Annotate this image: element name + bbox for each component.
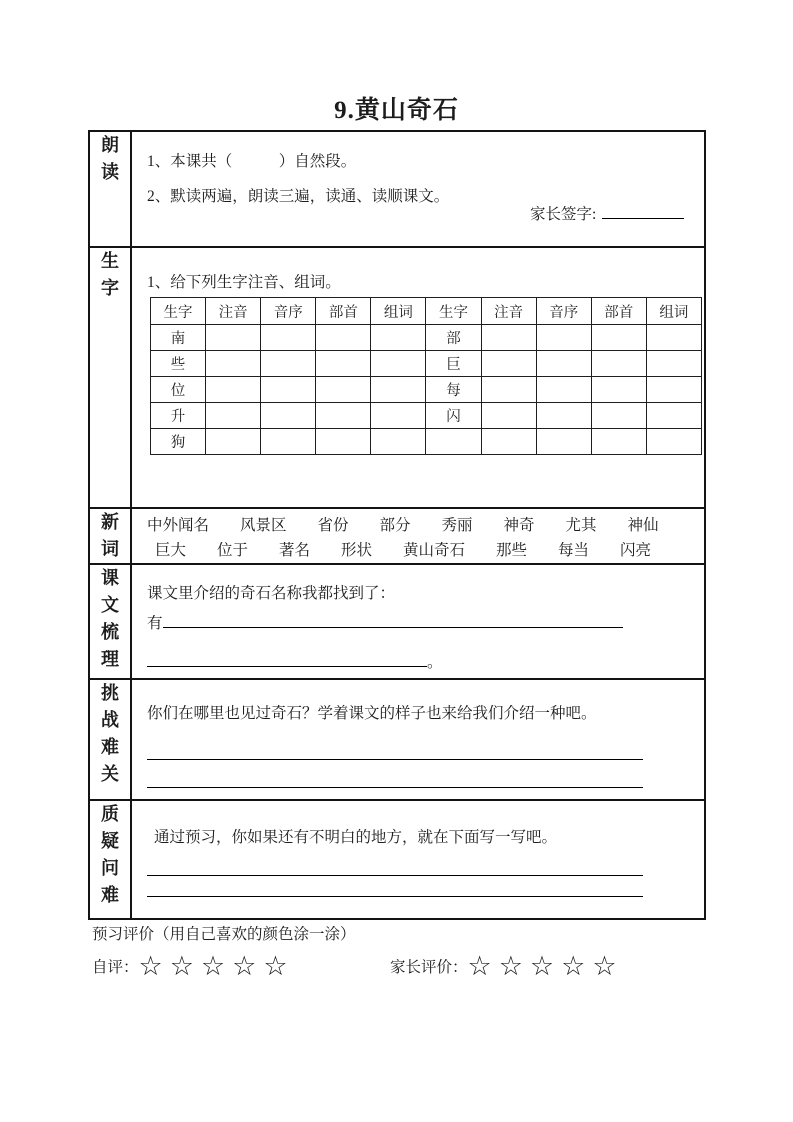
col-header: 组词	[371, 298, 426, 325]
section-label-shengzi	[89, 247, 131, 508]
parent-signature-blank	[602, 205, 684, 219]
section-label-xinci	[89, 508, 131, 564]
character-grid	[150, 297, 702, 455]
fill-in-blank	[147, 787, 643, 788]
shengzi-instruction: 1、给下列生字注音、组词。	[147, 274, 341, 291]
section-label-kewenshuli	[89, 564, 131, 679]
section-label-text: 新词	[101, 512, 119, 559]
grid-cell	[481, 429, 536, 455]
grid-cell	[316, 403, 371, 429]
section-row-tiaozhan	[89, 679, 705, 800]
grid-cell	[316, 429, 371, 455]
langdu-item-1: 1、本课共（ ）自然段。	[147, 153, 357, 170]
zhiyi-prompt: 通过预习，你如果还有不明白的地方，就在下面写一写吧。	[154, 829, 558, 846]
grid-cell	[536, 351, 591, 377]
char-cell: 闪	[426, 403, 481, 429]
section-label-text: 课文梳理	[101, 568, 119, 669]
char-cell: 狗	[151, 429, 206, 455]
grid-cell	[261, 429, 316, 455]
grid-cell	[206, 351, 261, 377]
section-row-kewenshuli	[89, 564, 705, 679]
fill-in-blank	[147, 759, 643, 760]
kewenshuli-answer-line-2	[147, 650, 696, 672]
grid-cell	[646, 351, 701, 377]
grid-cell	[371, 351, 426, 377]
fill-in-blank	[147, 896, 643, 897]
char-cell: 位	[151, 377, 206, 403]
grid-cell	[646, 377, 701, 403]
grid-cell	[206, 429, 261, 455]
word-list-line-2: 巨大 位于 著名 形状 黄山奇石 那些 每当 闪亮	[155, 542, 652, 559]
col-header: 部首	[316, 298, 371, 325]
self-rating-stars: ☆☆☆☆☆	[138, 951, 295, 981]
worksheet-table	[88, 130, 706, 920]
section-label-tiaozhan	[89, 679, 131, 800]
grid-cell	[481, 377, 536, 403]
section-content-kewenshuli	[131, 564, 705, 679]
parent-rating-stars: ☆☆☆☆☆	[467, 951, 624, 981]
kewenshuli-prompt: 课文里介绍的奇石名称我都找到了：	[147, 585, 396, 602]
col-header: 注音	[481, 298, 536, 325]
grid-cell	[646, 429, 701, 455]
character-grid-row	[151, 403, 702, 429]
parent-signature-label: 家长签字:	[530, 206, 597, 223]
section-content-zhiyi	[131, 800, 705, 919]
langdu-item-2: 2、默读两遍，朗读三遍，读通、读顺课文。	[147, 188, 450, 205]
tiaozhan-prompt: 你们在哪里也见过奇石？学着课文的样子也来给我们介绍一种吧。	[147, 705, 597, 722]
word-list-line-1: 中外闻名 风景区 省份 部分 秀丽 神奇 尤其 神仙	[147, 517, 659, 534]
grid-cell	[536, 377, 591, 403]
grid-cell	[536, 325, 591, 351]
col-header: 生字	[151, 298, 206, 325]
grid-cell	[646, 403, 701, 429]
character-grid-header	[151, 298, 702, 325]
evaluation-row	[92, 948, 712, 984]
section-label-text: 挑战难关	[101, 683, 119, 784]
section-label-zhiyi	[89, 800, 131, 919]
page-title: 9.黄山奇石	[334, 97, 459, 124]
section-row-langdu	[89, 131, 705, 247]
grid-cell	[646, 325, 701, 351]
parent-rating-label: 家长评价：	[390, 959, 468, 976]
grid-cell	[481, 325, 536, 351]
grid-cell	[591, 325, 646, 351]
self-rating-label: 自评：	[92, 959, 139, 976]
answer-suffix: 。	[427, 654, 443, 671]
character-grid-row	[151, 429, 702, 455]
grid-cell	[591, 377, 646, 403]
char-cell: 升	[151, 403, 206, 429]
section-content-langdu	[131, 131, 705, 247]
answer-prefix: 有	[147, 615, 163, 632]
grid-cell	[371, 403, 426, 429]
section-row-zhiyi	[89, 800, 705, 919]
grid-cell	[316, 377, 371, 403]
self-rating	[92, 948, 295, 984]
col-header: 生字	[426, 298, 481, 325]
char-cell: 南	[151, 325, 206, 351]
section-label-text: 质疑问难	[101, 804, 119, 905]
section-row-shengzi	[89, 247, 705, 508]
grid-cell	[371, 325, 426, 351]
grid-cell	[591, 351, 646, 377]
grid-cell	[316, 325, 371, 351]
col-header: 部首	[591, 298, 646, 325]
fill-in-blank	[163, 614, 623, 628]
char-cell	[426, 429, 481, 455]
section-label-text: 生字	[101, 251, 119, 298]
char-cell: 部	[426, 325, 481, 351]
grid-cell	[261, 325, 316, 351]
fill-in-blank	[147, 653, 427, 667]
grid-cell	[481, 403, 536, 429]
grid-cell	[316, 351, 371, 377]
section-content-tiaozhan	[131, 679, 705, 800]
char-cell: 每	[426, 377, 481, 403]
grid-cell	[371, 429, 426, 455]
section-content-shengzi	[131, 247, 705, 508]
grid-cell	[206, 325, 261, 351]
evaluation-section	[92, 922, 712, 984]
section-label-langdu	[89, 131, 131, 247]
section-row-xinci	[89, 508, 705, 564]
parent-rating	[390, 948, 624, 984]
grid-cell	[591, 403, 646, 429]
col-header: 音序	[536, 298, 591, 325]
character-grid-row	[151, 325, 702, 351]
grid-cell	[536, 403, 591, 429]
kewenshuli-answer-line-1	[147, 611, 696, 633]
grid-cell	[206, 403, 261, 429]
grid-cell	[261, 403, 316, 429]
char-cell: 巨	[426, 351, 481, 377]
char-cell: 些	[151, 351, 206, 377]
col-header: 组词	[646, 298, 701, 325]
col-header: 注音	[206, 298, 261, 325]
section-content-xinci	[131, 508, 705, 564]
grid-cell	[261, 377, 316, 403]
grid-cell	[371, 377, 426, 403]
grid-cell	[481, 351, 536, 377]
character-grid-row	[151, 351, 702, 377]
grid-cell	[261, 351, 316, 377]
fill-in-blank	[147, 875, 643, 876]
grid-cell	[591, 429, 646, 455]
col-header: 音序	[261, 298, 316, 325]
evaluation-title: 预习评价（用自己喜欢的颜色涂一涂）	[92, 926, 356, 943]
character-grid-row	[151, 377, 702, 403]
parent-signature	[530, 202, 684, 224]
section-label-text: 朗读	[101, 135, 119, 182]
grid-cell	[536, 429, 591, 455]
grid-cell	[206, 377, 261, 403]
